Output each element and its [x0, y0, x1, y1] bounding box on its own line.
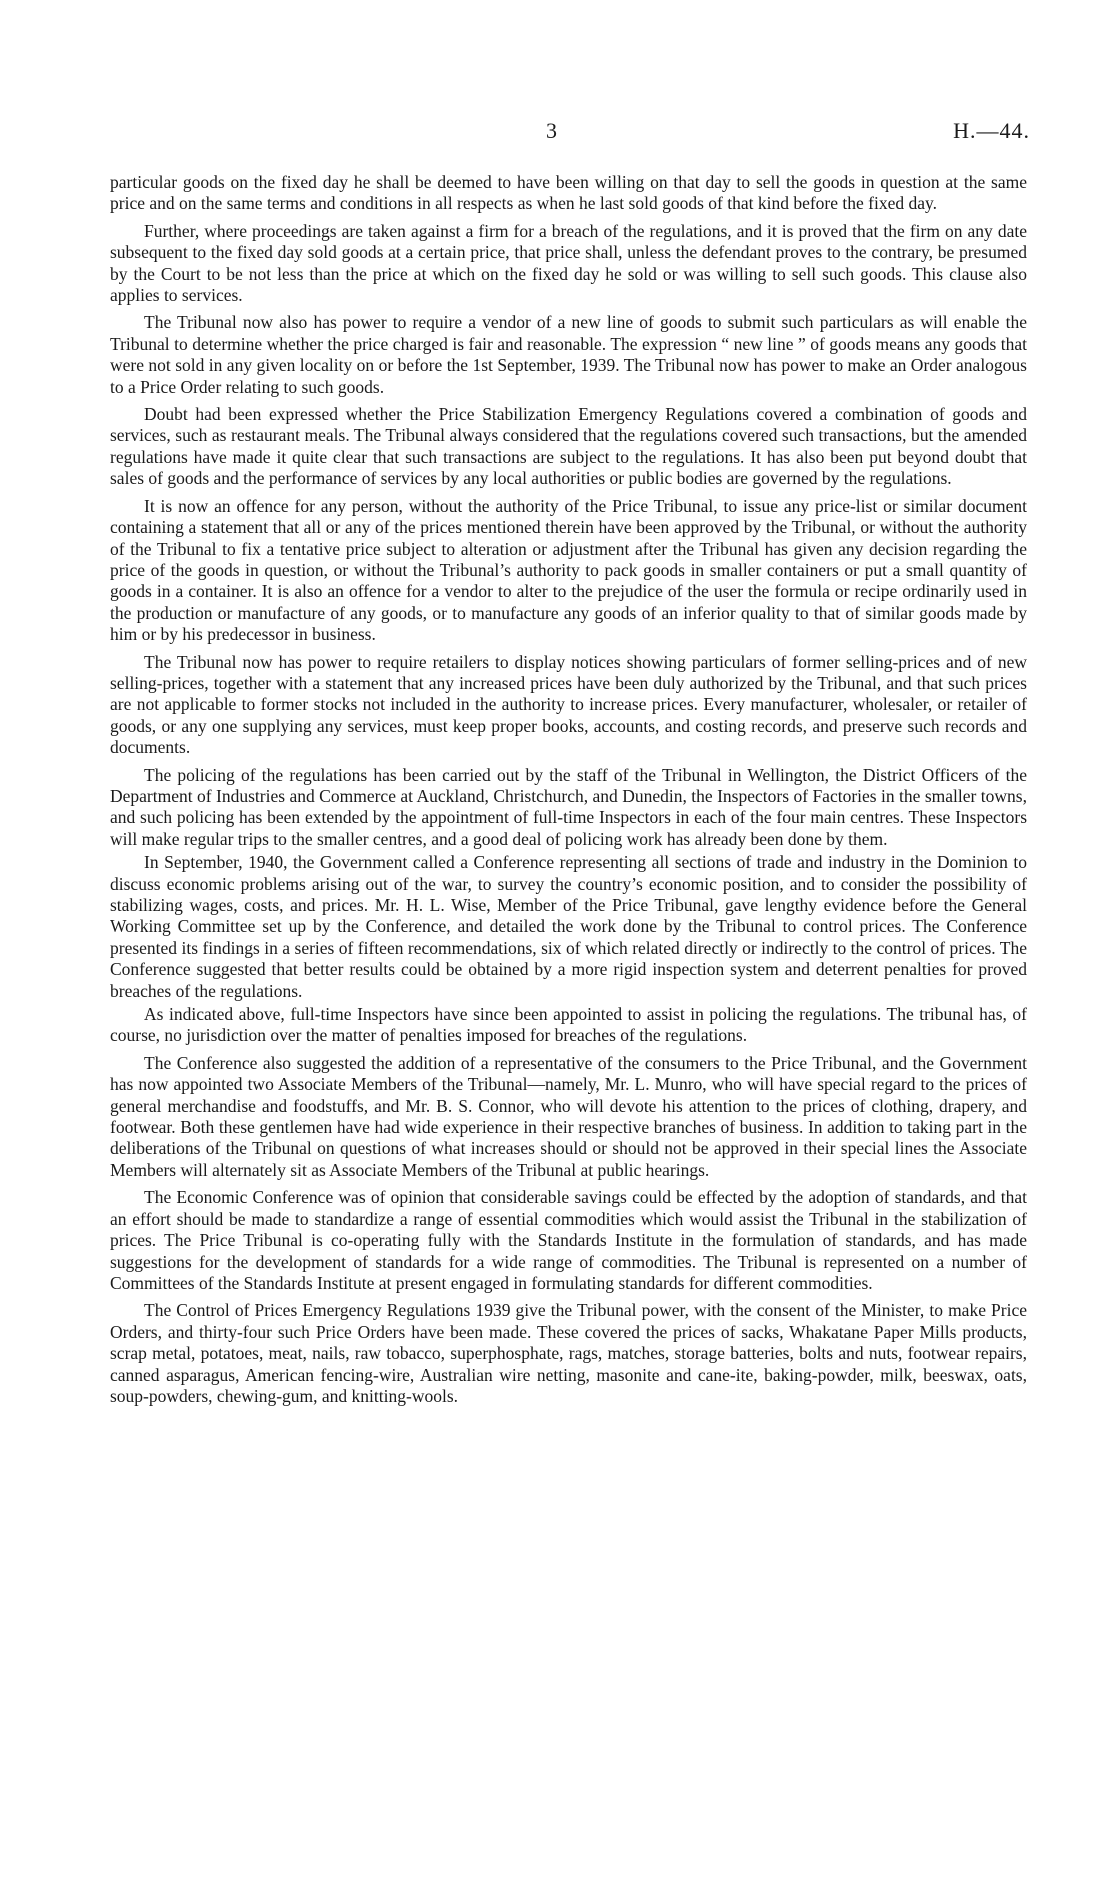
paragraph-goods-and-services: Doubt had been expressed whether the Price Stabilization Emergency Regulations covered a combination of goods and services, such as restaurant meals. The Tribunal always considered that the regulations covered such transactions, but the amended regulations have made it quite clear that such transactions are subject to the regulations. It has also been put beyond doubt that sales of goods and the performance of services by any local authorities or public bodies are governed by the regulations.: [110, 404, 1027, 489]
page-header: [0, 118, 1114, 148]
paragraph-presumed-price: Further, where proceedings are taken against a firm for a breach of the regulations, and it is proved that the firm on any date subsequent to the fixed day sold goods at a certain price, that price shall, unless the defendant proves to the contrary, be presumed by the Court to be not less than the price at which on the fixed day he sold or was willing to sell such goods. This clause also applies to services.: [110, 220, 1027, 306]
document-body: [110, 172, 1027, 1413]
paragraph-continued: particular goods on the fixed day he shall be deemed to have been willing on that day to sell the goods in question at the same price and on the same terms and conditions in all respects as when he last sold goods of that kind before the fixed day.: [110, 172, 1027, 214]
paragraph-standards: The Economic Conference was of opinion that considerable savings could be effected by the adoption of standards, and that an effort should be made to standardize a range of essential commodities which would assist the Tribunal in the stabilization of prices. The Price Tribunal is co-operating fully with the Standards Institute in the formulation of standards, and has made suggestions for the development of standards for a wide range of commodities. The Tribunal is represented on a number of Committees of the Standards Institute at present engaged in formulating standards for different commodities.: [110, 1187, 1027, 1293]
page-number: 3: [546, 118, 558, 143]
document-reference: H.—44.: [953, 118, 1030, 143]
paragraph-retailer-notices: The Tribunal now has power to require retailers to display notices showing particulars of former selling-prices and of new selling-prices, together with a statement that any increased prices have been duly authorized by the Tribunal, and that such prices are not applicable to former stocks not included in the authority to increase prices. Every manufacturer, wholesaler, or retailer of goods, or any one supplying any services, must keep proper books, accounts, and costing records, and preserve such records and documents.: [110, 651, 1027, 758]
paragraph-price-orders: The Control of Prices Emergency Regulations 1939 give the Tribunal power, with the consent of the Minister, to make Price Orders, and thirty-four such Price Orders have been made. These covered the prices of sacks, Whakatane Paper Mills products, scrap metal, potatoes, meat, nails, raw tobacco, superphosphate, rags, matches, storage batteries, bolts and nuts, footwear repairs, canned asparagus, American fencing-wire, Australian wire netting, masonite and cane-ite, baking-powder, milk, beeswax, oats, soup-powders, chewing-gum, and knitting-wools.: [110, 1300, 1027, 1406]
paragraph-associate-members: The Conference also suggested the addition of a representative of the consumers to the Price Tribunal, and the Government has now appointed two Associate Members of the Tribunal—namely, Mr. L. Munro, who will have special regard to the prices of general merchandise and foodstuffs, and Mr. B. S. Connor, who will devote his attention to the prices of clothing, drapery, and footwear. Both these gentlemen have had wide experience in their respective branches of business. In addition to taking part in the deliberations of the Tribunal on questions of what increases should or should not be approved in their special lines the Associate Members will alternately sit as Associate Members of the Tribunal at public hearings.: [110, 1052, 1027, 1180]
paragraph-policing: The policing of the regulations has been carried out by the staff of the Tribunal in Wellington, the District Officers of the Department of Industries and Commerce at Auckland, Christchurch, and Dunedin, the Inspectors of Factories in the smaller towns, and such policing has been extended by the appointment of full-time Inspectors in each of the four main centres. These Inspectors will make regular trips to the smaller centres, and a good deal of policing work has already been done by them.: [110, 764, 1027, 849]
paragraph-new-line-goods: The Tribunal now also has power to require a vendor of a new line of goods to submit such particulars as will enable the Tribunal to determine whether the price charged is fair and reasonable. The expression “ new line ” of goods means any goods that were not sold in any given locality on or before the 1st September, 1939. The Tribunal now has power to make an Order analogous to a Price Order relating to such goods.: [110, 312, 1027, 397]
paragraph-conference: In September, 1940, the Government called a Conference representing all sections of trade and industry in the Dominion to discuss economic problems arising out of the war, to survey the country’s economic position, and to consider the possibility of stabilizing wages, costs, and prices. Mr. H. L. Wise, Member of the Price Tribunal, gave lengthy evidence before the General Working Committee set up by the Conference, and detailed the work done by the Tribunal to control prices. The Conference presented its findings in a series of fifteen recommendations, six of which related directly or indirectly to the control of prices. The Conference suggested that better results could be obtained by a more rigid inspection system and deterrent penalties for proved breaches of the regulations.: [110, 852, 1027, 1001]
paragraph-inspectors: As indicated above, full-time Inspectors have since been appointed to assist in policing the regulations. The tribunal has, of course, no jurisdiction over the matter of penalties imposed for breaches of the regulations.: [110, 1004, 1027, 1046]
paragraph-offences: It is now an offence for any person, without the authority of the Price Tribunal, to issue any price-list or similar document containing a statement that all or any of the prices mentioned therein have been approved by the Tribunal, or without the authority of the Tribunal to fix a tentative price subject to alteration or adjustment after the Tribunal has given any decision regarding the price of the goods in question, or without the Tribunal’s authority to pack goods in smaller containers or put a small quantity of goods in a container. It is also an offence for a vendor to alter to the prejudice of the user the formula or recipe ordinarily used in the production or manufacture of any goods, or to manufacture any goods of an inferior quality to that of similar goods made by him or by his predecessor in business.: [110, 495, 1027, 645]
